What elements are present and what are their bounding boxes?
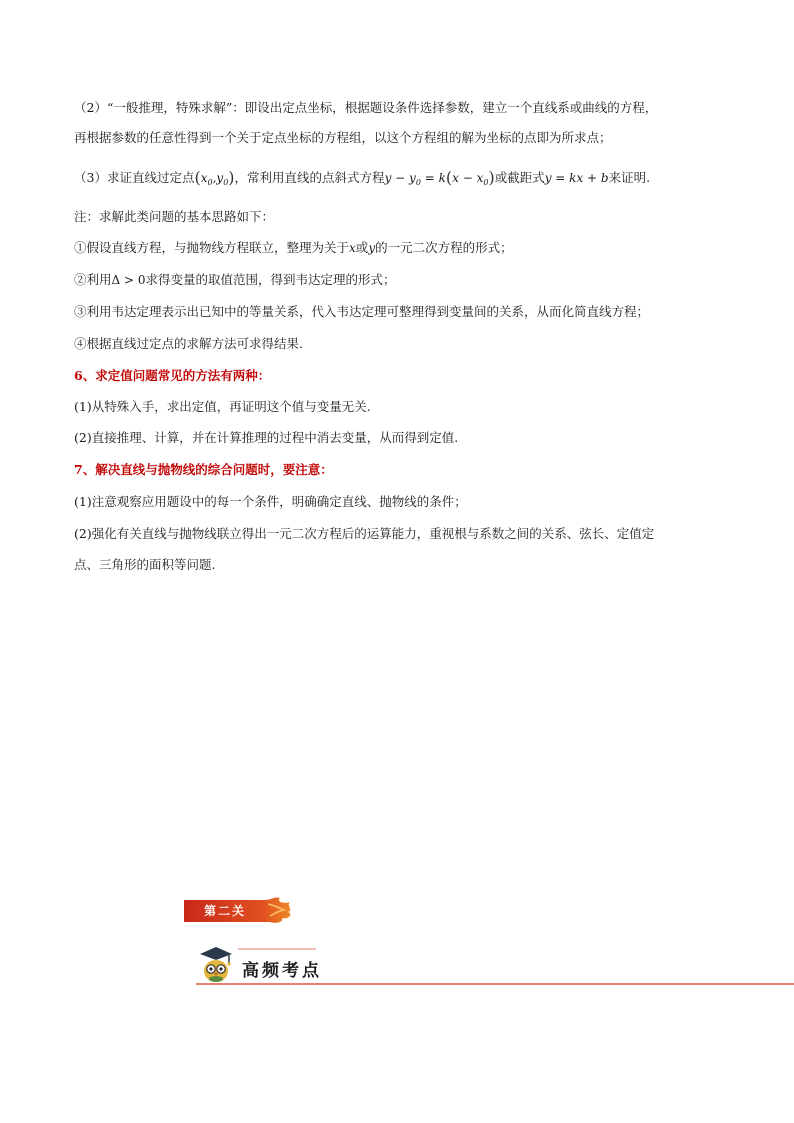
math-var: x: [349, 241, 356, 255]
math-intercept: y = kx + b: [544, 171, 609, 185]
text-span: 或截距式: [494, 170, 545, 185]
section-title: 高频考点: [242, 961, 322, 981]
owl-scholar-icon: [196, 944, 236, 984]
step-2: [74, 270, 734, 290]
section-header: [196, 944, 794, 988]
text-line: (2)强化有关直线与抛物线联立得出一元二次方程后的运算能力，重视根与系数之间的关系、弦长、定值定: [74, 526, 655, 541]
heading-7: 7、解决直线与抛物线的综合问题时，要注意：: [74, 462, 333, 477]
text-span: ②利用: [74, 272, 112, 287]
text-line: 再根据参数的任意性得到一个关于定点坐标的方程组，以这个方程组的解为坐标的点即为所求点；: [74, 130, 612, 145]
step-1: [74, 238, 734, 258]
math-delta: Δ > 0: [111, 273, 146, 287]
step-3: ③利用韦达定理表示出已知中的等量关系，代入韦达定理可整理得到变量间的关系，从而化简直线方程；: [74, 304, 650, 319]
text-span: ，常利用直线的点斜式方程: [234, 170, 385, 185]
banner-label: 第二关: [204, 904, 247, 918]
item-6-2: (2)直接推理、计算，并在计算推理的过程中消去变量，从而得到定值.: [74, 430, 459, 445]
level-banner: [184, 896, 296, 926]
text-span: ①假设直线方程，与抛物线方程联立，整理为关于: [74, 240, 350, 255]
math-var: y: [368, 241, 376, 255]
heading-6: 6、求定值问题常见的方法有两种：: [74, 368, 271, 383]
note-line: 注：求解此类问题的基本思路如下：: [74, 209, 275, 224]
text-span: （3）求证直线过定点: [74, 170, 195, 185]
text-span: 来证明.: [608, 170, 651, 185]
paragraph-prove-fixed-point: [74, 168, 734, 193]
text-span: 的一元二次方程的形式；: [375, 240, 513, 255]
text-line: 点、三角形的面积等问题.: [74, 557, 216, 572]
text-line: （2）“一般推理，特殊求解”：即设出定点坐标，根据题设条件选择参数，建立一个直线系或曲线的方程，: [74, 100, 658, 115]
item-7-2: [74, 524, 734, 575]
paragraph-general-reasoning: [74, 98, 734, 148]
item-7-1: (1)注意观察应用题设中的每一个条件，明确确定直线、抛物线的条件；: [74, 494, 467, 509]
step-4: ④根据直线过定点的求解方法可求得结果.: [74, 336, 303, 351]
text-span: 求得变量的取值范围，得到韦达定理的形式；: [145, 272, 396, 287]
text-span: 或: [355, 240, 369, 255]
math-point-slope: $y - y_0 = k(x - x_0)$: [384, 168, 495, 187]
item-6-1: (1)从特殊入手，求出定值，再证明这个值与变量无关.: [74, 399, 371, 414]
math-point: $(x_0,y_0)$: [194, 168, 235, 187]
